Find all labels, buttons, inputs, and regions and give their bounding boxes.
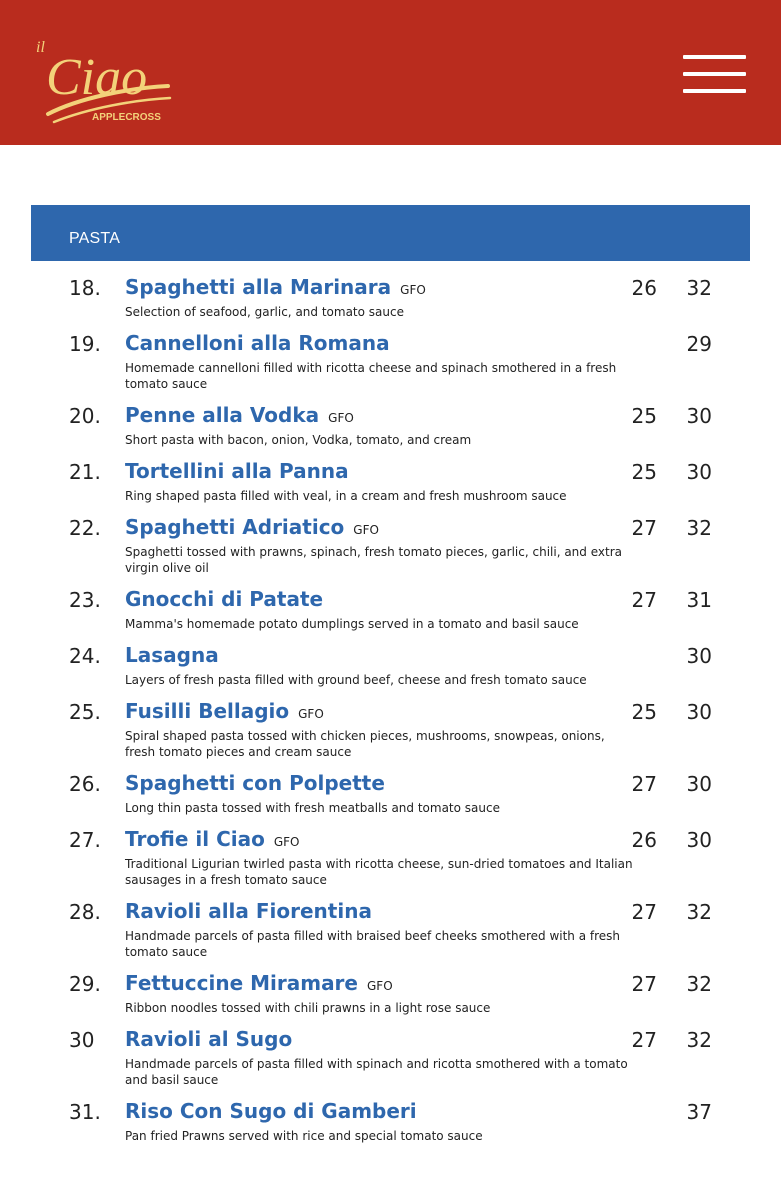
- item-description: Ribbon noodles tossed with chili prawns in a light rose sauce: [125, 1001, 491, 1015]
- item-tag: GFO: [273, 835, 300, 849]
- section-title: PASTA: [69, 230, 121, 247]
- item-number: 21.: [69, 460, 101, 484]
- item-name: Spaghetti con Polpette: [125, 771, 385, 795]
- item-price-main: 37: [686, 1100, 712, 1124]
- item-name: Ravioli al Sugo: [125, 1027, 293, 1051]
- item-tag: GFO: [353, 523, 379, 537]
- item-number: 18.: [69, 276, 101, 300]
- item-number: 26.: [69, 772, 101, 796]
- item-name: Gnocchi di Patate: [125, 587, 324, 611]
- logo-name: Ciao: [46, 49, 148, 106]
- logo-location: APPLECROSS: [92, 112, 161, 123]
- item-price-entree: 25: [631, 460, 657, 484]
- item-price-main: 32: [686, 276, 712, 300]
- item-price-main: 30: [686, 460, 712, 484]
- item-number: 19.: [69, 332, 101, 356]
- item-description: Handmade parcels of pasta filled with braised beef cheeks smothered with a fresh tomato sauce: [125, 929, 621, 959]
- item-description: Layers of fresh pasta filled with ground beef, cheese and fresh tomato sauce: [125, 673, 587, 687]
- item-description: Spiral shaped pasta tossed with chicken pieces, mushrooms, snowpeas, onions, fresh tomato pieces and cream sauce: [125, 729, 605, 759]
- item-number: 22.: [69, 516, 101, 540]
- item-name: Spaghetti Adriatico: [125, 515, 345, 539]
- item-description: Traditional Ligurian twirled pasta with ricotta cheese, sun-dried tomatoes and Italian sausages in a fresh tomato sauce: [125, 857, 633, 887]
- item-number: 27.: [69, 828, 101, 852]
- pasta-section-header: [31, 205, 750, 261]
- item-name: Spaghetti alla Marinara: [125, 275, 392, 299]
- item-price-entree: 27: [631, 972, 657, 996]
- item-description: Handmade parcels of pasta filled with spinach and ricotta smothered with a tomato and basil sauce: [125, 1057, 628, 1087]
- item-number: 23.: [69, 588, 101, 612]
- item-description: Homemade cannelloni filled with ricotta cheese and spinach smothered in a fresh tomato sauce: [125, 361, 617, 391]
- item-name: Trofie il Ciao: [125, 827, 265, 851]
- item-price-entree: 27: [631, 516, 657, 540]
- item-name: Lasagna: [125, 643, 219, 667]
- item-name: Riso Con Sugo di Gamberi: [125, 1099, 417, 1123]
- item-number: 25.: [69, 700, 101, 724]
- item-number: 30: [69, 1028, 95, 1052]
- item-description: Ring shaped pasta filled with veal, in a cream and fresh mushroom sauce: [125, 489, 567, 503]
- logo-prefix: il: [36, 39, 45, 56]
- item-price-main: 32: [686, 972, 712, 996]
- il-ciao-logo[interactable]: [34, 30, 184, 130]
- item-price-main: 30: [686, 644, 712, 668]
- item-number: 24.: [69, 644, 101, 668]
- item-price-main: 30: [686, 828, 712, 852]
- item-price-main: 32: [686, 1028, 712, 1052]
- item-description: Short pasta with bacon, onion, Vodka, tomato, and cream: [125, 433, 472, 447]
- item-name: Fettuccine Miramare: [125, 971, 358, 995]
- item-price-main: 30: [686, 404, 712, 428]
- item-price-entree: 25: [631, 700, 657, 724]
- item-name: Tortellini alla Panna: [125, 459, 349, 483]
- item-price-main: 29: [686, 332, 712, 356]
- item-price-entree: 27: [631, 900, 657, 924]
- item-price-entree: 26: [631, 828, 657, 852]
- item-price-main: 30: [686, 700, 712, 724]
- hamburger-menu-icon[interactable]: [683, 55, 746, 95]
- item-price-entree: 27: [631, 588, 657, 612]
- item-description: Long thin pasta tossed with fresh meatballs and tomato sauce: [125, 801, 500, 815]
- item-number: 28.: [69, 900, 101, 924]
- item-name: Ravioli alla Fiorentina: [125, 899, 372, 923]
- item-name: Cannelloni alla Romana: [125, 331, 390, 355]
- item-price-main: 30: [686, 772, 712, 796]
- item-number: 20.: [69, 404, 101, 428]
- item-description: Mamma's homemade potato dumplings served in a tomato and basil sauce: [125, 617, 579, 631]
- item-price-main: 32: [686, 516, 712, 540]
- item-number: 29.: [69, 972, 101, 996]
- item-tag: GFO: [298, 707, 324, 721]
- item-number: 31.: [69, 1100, 101, 1124]
- item-price-main: 31: [686, 588, 712, 612]
- site-header: [0, 0, 781, 145]
- item-tag: GFO: [400, 283, 426, 297]
- item-price-entree: 26: [631, 276, 657, 300]
- item-price-entree: 27: [631, 772, 657, 796]
- item-description: Selection of seafood, garlic, and tomato sauce: [125, 305, 404, 319]
- item-description: Pan fried Prawns served with rice and special tomato sauce: [125, 1129, 483, 1143]
- item-price-entree: 27: [631, 1028, 657, 1052]
- item-name: Penne alla Vodka: [125, 403, 320, 427]
- item-name: Fusilli Bellagio: [125, 699, 290, 723]
- item-price-entree: 25: [631, 404, 657, 428]
- item-description: Spaghetti tossed with prawns, spinach, fresh tomato pieces, garlic, chili, and extra virgin olive oil: [125, 545, 622, 575]
- item-tag: GFO: [328, 411, 354, 425]
- item-tag: GFO: [367, 979, 393, 993]
- item-price-main: 32: [686, 900, 712, 924]
